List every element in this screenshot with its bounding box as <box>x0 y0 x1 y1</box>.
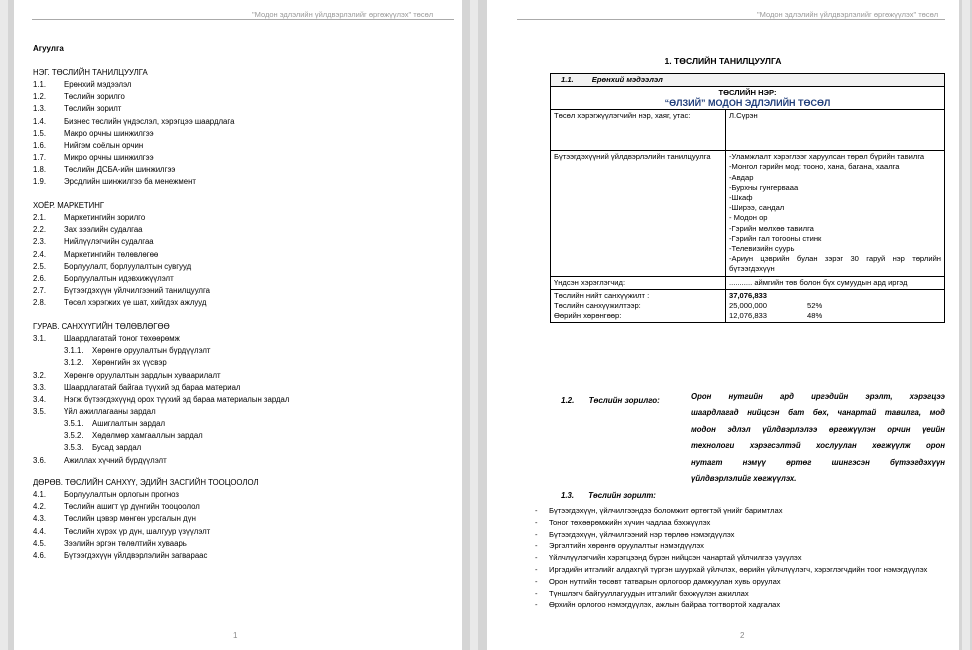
toc-entry-number: 3.3. <box>33 382 47 392</box>
toc-entry[interactable] <box>33 345 211 357</box>
toc-entry-number: 2.5. <box>33 261 47 271</box>
table-cell: Бүтээгдэхүүний үйлдвэрлэлийн танилцуулга <box>551 151 726 276</box>
page-gutter <box>470 0 478 650</box>
goal-line: модон эдлэл үйлдвэрлэлээ өргөжүүлэн орчин үеийн <box>691 424 945 434</box>
bullet-dash: - <box>535 588 538 598</box>
toc-entry-text: Хөрөнгийн эх үүсвэр <box>92 358 167 368</box>
toc-entry-text: Ашиглалтын зардал <box>92 419 166 429</box>
table-cell: ........... аймгийн төв болон бүх сумуудын ард иргэд <box>726 276 945 289</box>
toc-section-title[interactable]: ДӨРӨВ. ТӨСЛИЙН САНХҮҮ, ЭДИЙН ЗАСГИЙН ТООЦООЛОЛ <box>33 478 259 487</box>
toc-entry-text: Төслийн ашигт үр дүнгийн тооцоолол <box>64 502 200 512</box>
toc-entry[interactable] <box>33 442 170 454</box>
toc-entry-number: 3.5.1. <box>64 419 84 429</box>
list-item <box>535 517 947 529</box>
bullet-dash: - <box>535 541 538 551</box>
toc-entry[interactable] <box>33 382 241 394</box>
toc-entry[interactable] <box>33 91 148 103</box>
toc-section <box>33 321 290 467</box>
toc-entry[interactable] <box>33 550 259 562</box>
toc-entry-text: Бизнес төслийн үндэслэл, хэрэгцээ шаардлага <box>64 116 235 126</box>
toc-entry[interactable] <box>33 526 259 538</box>
toc-entry[interactable] <box>33 394 290 406</box>
toc-entry-number: 1.7. <box>33 152 47 162</box>
toc-entry-number: 1.2. <box>33 92 47 102</box>
toc-entry-text: Хөрөнгө оруулалтын зардлын хуваарилалт <box>64 370 221 380</box>
goal-line: үйлдвэрлэлийг хөгжүүлэх. <box>691 474 797 484</box>
bullet-dash: - <box>535 576 538 586</box>
list-item <box>535 552 947 564</box>
product-item: -Авдар <box>729 172 754 182</box>
toc-entry-text: Үйл ажиллагааны зардал <box>64 406 156 416</box>
project-name: “ӨЛЗИЙ” МОДОН ЭДЛЭЛИЙН ТӨСӨЛ <box>664 98 831 109</box>
toc-entry[interactable] <box>33 297 207 309</box>
toc-entry-number: 4.3. <box>33 514 47 524</box>
toc-entry-text: Төслийн зорилго <box>64 92 125 102</box>
chapter-title: 1. ТӨСЛИЙН ТАНИЛЦУУЛГА <box>664 56 782 66</box>
toc-entry-number: 2.2. <box>33 225 47 235</box>
toc-entry[interactable] <box>33 357 170 369</box>
product-item: -Ширээ, сандал <box>729 203 785 213</box>
toc-entry-number: 4.6. <box>33 550 47 560</box>
list-item <box>535 599 947 611</box>
list-item-text: Үйлчлүүлэгчийн хэрэгцээнд бүрэн нийцсэн чанартай үйлчилгээ үзүүлэх <box>549 553 802 563</box>
toc-entry-number: 4.4. <box>33 526 47 536</box>
toc-entry-text: Хөдөлмөр хамгааллын зардал <box>92 431 203 441</box>
toc-entry-text: Хөрөнгө оруулалтын бүрдүүлэлт <box>92 346 211 356</box>
toc-entry[interactable] <box>33 261 192 273</box>
toc-entry-text: Борлуулалтын орлогын прогноз <box>64 490 179 500</box>
product-item: -Бурхны гунгервааа <box>729 182 799 192</box>
toc-entry[interactable] <box>33 103 148 115</box>
objectives-heading: 1.3. Төслийн зорилт: <box>561 491 656 500</box>
toc-section <box>33 477 259 562</box>
toc-entry-number: 2.4. <box>33 249 47 259</box>
toc-entry[interactable] <box>33 370 221 382</box>
product-item: -Монгол гэрийн мод: тооно, хана, багана, хаалга <box>729 162 900 172</box>
toc-entry-number: 2.1. <box>33 213 47 223</box>
list-item <box>535 588 947 600</box>
section-number: 1.1. <box>561 75 574 84</box>
finance-funding-value: 25,000,000 <box>729 300 768 310</box>
toc-entry[interactable] <box>33 430 203 442</box>
toc-entry-text: Бүтээгдэхүүн үйлчилгээний танилцуулга <box>64 285 210 295</box>
page-header: "Модон эдлэлийн үйлдвэрлэлийг өргөжүүлэх" төсөл <box>757 10 939 19</box>
toc-entry-number: 1.1. <box>33 80 47 90</box>
bullet-dash: - <box>535 529 538 539</box>
toc-entry[interactable] <box>33 176 196 188</box>
list-item <box>535 564 947 576</box>
finance-total-label: Төслийн нийт санхүүжилт : <box>554 290 650 300</box>
header-rule <box>32 19 454 20</box>
toc-entry-number: 4.1. <box>33 490 47 500</box>
toc-entry-text: Төслийн хүрэх үр дүн, шалгуур үзүүлэлт <box>64 526 211 536</box>
table-row <box>551 74 945 87</box>
toc-section-title[interactable]: НЭГ. ТӨСЛИЙН ТАНИЛЦУУЛГА <box>33 68 148 77</box>
toc-entry-number: 3.5. <box>33 406 47 416</box>
list-item <box>535 529 947 541</box>
document-page-1 <box>14 0 462 650</box>
toc-entry-text: Борлуулалт, борлуулалтын сувгууд <box>64 261 192 271</box>
page-gutter <box>0 0 8 650</box>
toc-entry[interactable] <box>33 249 159 261</box>
goal-text <box>691 389 945 487</box>
toc-entry[interactable] <box>33 538 259 550</box>
toc-entry[interactable] <box>33 489 259 501</box>
toc-heading: Агуулга <box>33 44 64 53</box>
toc-entry-number: 3.6. <box>33 455 47 465</box>
toc-entry-number: 1.9. <box>33 177 47 187</box>
toc-entry-text: Нийлүүлэгчийн судалгаа <box>64 237 154 247</box>
product-item: -Шкаф <box>729 193 753 203</box>
goal-heading: 1.2. Төслийн зорилго: <box>561 396 660 405</box>
toc-entry-number: 1.3. <box>33 104 47 114</box>
document-page-2 <box>487 0 959 650</box>
toc-entry-number: 1.8. <box>33 165 47 175</box>
toc-entry-number: 3.5.2. <box>64 431 84 441</box>
bullet-dash: - <box>535 600 538 610</box>
toc-entry-number: 3.2. <box>33 370 47 380</box>
toc-entry-number: 4.2. <box>33 502 47 512</box>
page-gutter <box>962 0 970 650</box>
toc-entry-number: 3.1.1. <box>64 346 84 356</box>
toc-entry[interactable] <box>33 406 170 418</box>
toc-entry-text: Төслийн цэвэр мөнгөн урсгалын дүн <box>64 514 196 524</box>
list-item <box>535 505 947 517</box>
toc-entry-text: Борлуулалтын идэвхижүүлэлт <box>64 273 174 283</box>
project-name-label: ТӨСЛИЙН НЭР: <box>718 88 777 98</box>
finance-own-label: Өөрийн хөрөнгөөр: <box>554 310 622 320</box>
goal-line: технологи хэрэгсэлтэй хослуулан хөгжүүлж орон <box>691 441 945 451</box>
toc-entry[interactable] <box>33 128 154 140</box>
table-cell: Л.Сүрэн <box>726 110 945 151</box>
toc-entry-text: Шаардлагатай тоног төхөөрөмж <box>64 334 180 344</box>
list-item-text: Түншлэгч байгууллагуудын итгэлийг бэхжүүлэн ажиллах <box>549 588 749 598</box>
toc-entry-number: 1.5. <box>33 128 47 138</box>
toc-entry[interactable] <box>33 164 176 176</box>
section-title: Ерөнхий мэдээлэл <box>591 75 663 84</box>
goal-line: Орон нутгийн ард иргэдийн эрэлт, хэрэгцээ <box>691 392 945 401</box>
toc-section-title[interactable]: ГУРАВ. САНХҮҮГИЙН ТӨЛӨВЛӨГӨӨ <box>33 322 170 331</box>
product-item: - Модон ор <box>729 213 768 223</box>
toc-entry-number: 3.1. <box>33 334 47 344</box>
toc-entry-number: 3.5.3. <box>64 443 84 453</box>
table-cell: Үндсэн хэрэглэгчид: <box>551 276 726 289</box>
table-cell: Төсөл хэрэгжүүлэгчийн нэр, хаяг, утас: <box>551 110 726 151</box>
list-item-text: Бүтээгдэхүүн, үйлчилгээний нэр төрлөө нэмэгдүүлэх <box>549 529 735 539</box>
toc-entry[interactable] <box>33 418 170 430</box>
toc-section <box>33 67 235 188</box>
bullet-dash: - <box>535 564 538 574</box>
goal-line: шаардлагад нийцсэн бат бөх, чанартай тавилга, мод <box>691 408 945 418</box>
objectives-list <box>535 505 947 611</box>
list-item-text: Бүтээгдэхүүн, үйлчилгээндээ боломжит өртөгтэй үнийг баримтлах <box>549 506 783 515</box>
list-item-text: Орон нутгийн төсөвт татварын орлогоор дамжуулан хувь оруулах <box>549 576 781 586</box>
toc-entry-text: Төсөл хэрэгжих үе шат, хийгдэх ажлууд <box>64 298 207 308</box>
toc-entry-number: 1.4. <box>33 116 47 126</box>
list-item-text: Тоног төхөөрөмжийн хүчин чадлаа бэхжүүлэх <box>549 517 711 527</box>
table-row <box>551 276 945 289</box>
finance-own-value: 12,076,833 <box>729 310 768 320</box>
toc-entry-text: Нэгж бүтээгдэхүүнд орох түүхий эд бараа материалын зардал <box>64 394 290 404</box>
toc-entry-text: Бусад зардал <box>92 443 142 453</box>
finance-funding-pct: 52% <box>807 300 823 310</box>
bullet-dash: - <box>535 517 538 527</box>
table-row <box>551 87 945 110</box>
list-item <box>535 540 947 552</box>
toc-section-title[interactable]: ХОЁР. МАРКЕТИНГ <box>33 201 105 210</box>
finance-funding-label: Төслийн санхүүжилтээр: <box>554 300 641 310</box>
toc-entry-number: 3.4. <box>33 394 47 404</box>
toc-entry-number: 2.7. <box>33 285 47 295</box>
product-item: -Телевизийн суурь <box>729 244 795 254</box>
product-item: -Уламжлалт хэрэглээг харуулсан төрөл бүрийн тавилга <box>729 152 925 162</box>
page-number: 2 <box>740 631 745 640</box>
goal-line: нутагт нэмүү өртөг шингэсэн бүтээгдэхүүн <box>691 457 945 467</box>
toc-entry[interactable] <box>33 224 143 236</box>
bullet-dash: - <box>535 553 538 563</box>
table-row <box>551 289 945 322</box>
toc-entry-text: Маркетингийн зорилго <box>64 213 146 223</box>
toc-entry[interactable] <box>33 140 148 152</box>
toc-entry-text: Зээлийн эргэн төлөлтийн хуваарь <box>64 538 187 548</box>
toc-entry-number: 2.6. <box>33 273 47 283</box>
toc-entry[interactable] <box>33 501 259 513</box>
toc-entry-text: Төслийн зорилт <box>64 104 122 114</box>
list-item-text: Эргэлтийн хөрөнгө оруулалтыг нэмэгдүүлэх <box>549 541 704 551</box>
toc-entry-number: 4.5. <box>33 538 47 548</box>
toc-entry-text: Эрсдлийн шинжилгээ ба менежмент <box>64 177 196 187</box>
toc-entry[interactable] <box>33 152 154 164</box>
toc-entry[interactable] <box>33 513 259 525</box>
header-rule <box>517 19 945 20</box>
product-item: -Ариун цэврийн булан зэрэг 30 гаруй нэр төрлийн бүтээгдэхүүн <box>729 254 941 274</box>
toc-section <box>33 200 210 309</box>
product-list-cell <box>726 151 945 276</box>
project-info-table <box>550 73 945 323</box>
toc-entry[interactable] <box>33 455 170 467</box>
toc-entry[interactable] <box>33 116 235 128</box>
bullet-dash: - <box>535 506 538 515</box>
toc-entry[interactable] <box>33 212 146 224</box>
toc-entry[interactable] <box>33 333 180 345</box>
toc-entry[interactable] <box>33 273 174 285</box>
toc-entry-number: 1.6. <box>33 140 47 150</box>
toc-entry-text: Макро орчны шинжилгээ <box>64 128 154 138</box>
toc-entry[interactable] <box>33 236 154 248</box>
table-row <box>551 110 945 151</box>
toc-entry-number: 2.3. <box>33 237 47 247</box>
toc-entry-text: Төслийн ДСБА-ийн шинжилгээ <box>64 165 176 175</box>
list-item <box>535 576 947 588</box>
finance-total-value: 37,076,833 <box>729 290 768 300</box>
product-item: -Гэрийн мөлхөө тавилга <box>729 223 814 233</box>
list-item-text: Иргэдийн итгэлийг алдахгүй түргэн шуурхай үйлчлэх, өөрийн үйлчлүүлэгч, хэрэглэгчдийн тоог нэмэгдүүлэх <box>549 564 928 574</box>
toc-entry[interactable] <box>33 285 210 297</box>
toc-entry-text: Маркетингийн төлөвлөгөө <box>64 249 159 259</box>
toc-entry-text: Ерөнхий мэдээлэл <box>64 80 132 90</box>
toc-entry-text: Нийгэм соёлын орчин <box>64 140 144 150</box>
toc-entry[interactable] <box>33 79 148 91</box>
list-item-text: Өрхийн орлогоо нэмэгдүүлэх, ажлын байраа тогтвортой хадгалах <box>549 600 781 610</box>
toc-entry-number: 3.1.2. <box>64 358 84 368</box>
product-item: -Гэрийн гал тогооны стинк <box>729 233 822 243</box>
page-header: "Модон эдлэлийн үйлдвэрлэлийг өргөжүүлэх" төсөл <box>252 10 434 19</box>
toc-entry-text: Шаардлагатай байгаа түүхий эд бараа материал <box>64 382 241 392</box>
page-number: 1 <box>233 631 238 640</box>
toc-entry-text: Микро орчны шинжилгээ <box>64 152 154 162</box>
toc-entry-text: Зах зээлийн судалгаа <box>64 225 143 235</box>
toc-entry-number: 2.8. <box>33 298 47 308</box>
toc-entry-text: Ажиллах хүчний бүрдүүлэлт <box>64 455 167 465</box>
finance-own-pct: 48% <box>807 310 823 320</box>
toc-entry-text: Бүтээгдэхүүн үйлдвэрлэлийн загвараас <box>64 550 208 560</box>
table-row <box>551 151 945 276</box>
